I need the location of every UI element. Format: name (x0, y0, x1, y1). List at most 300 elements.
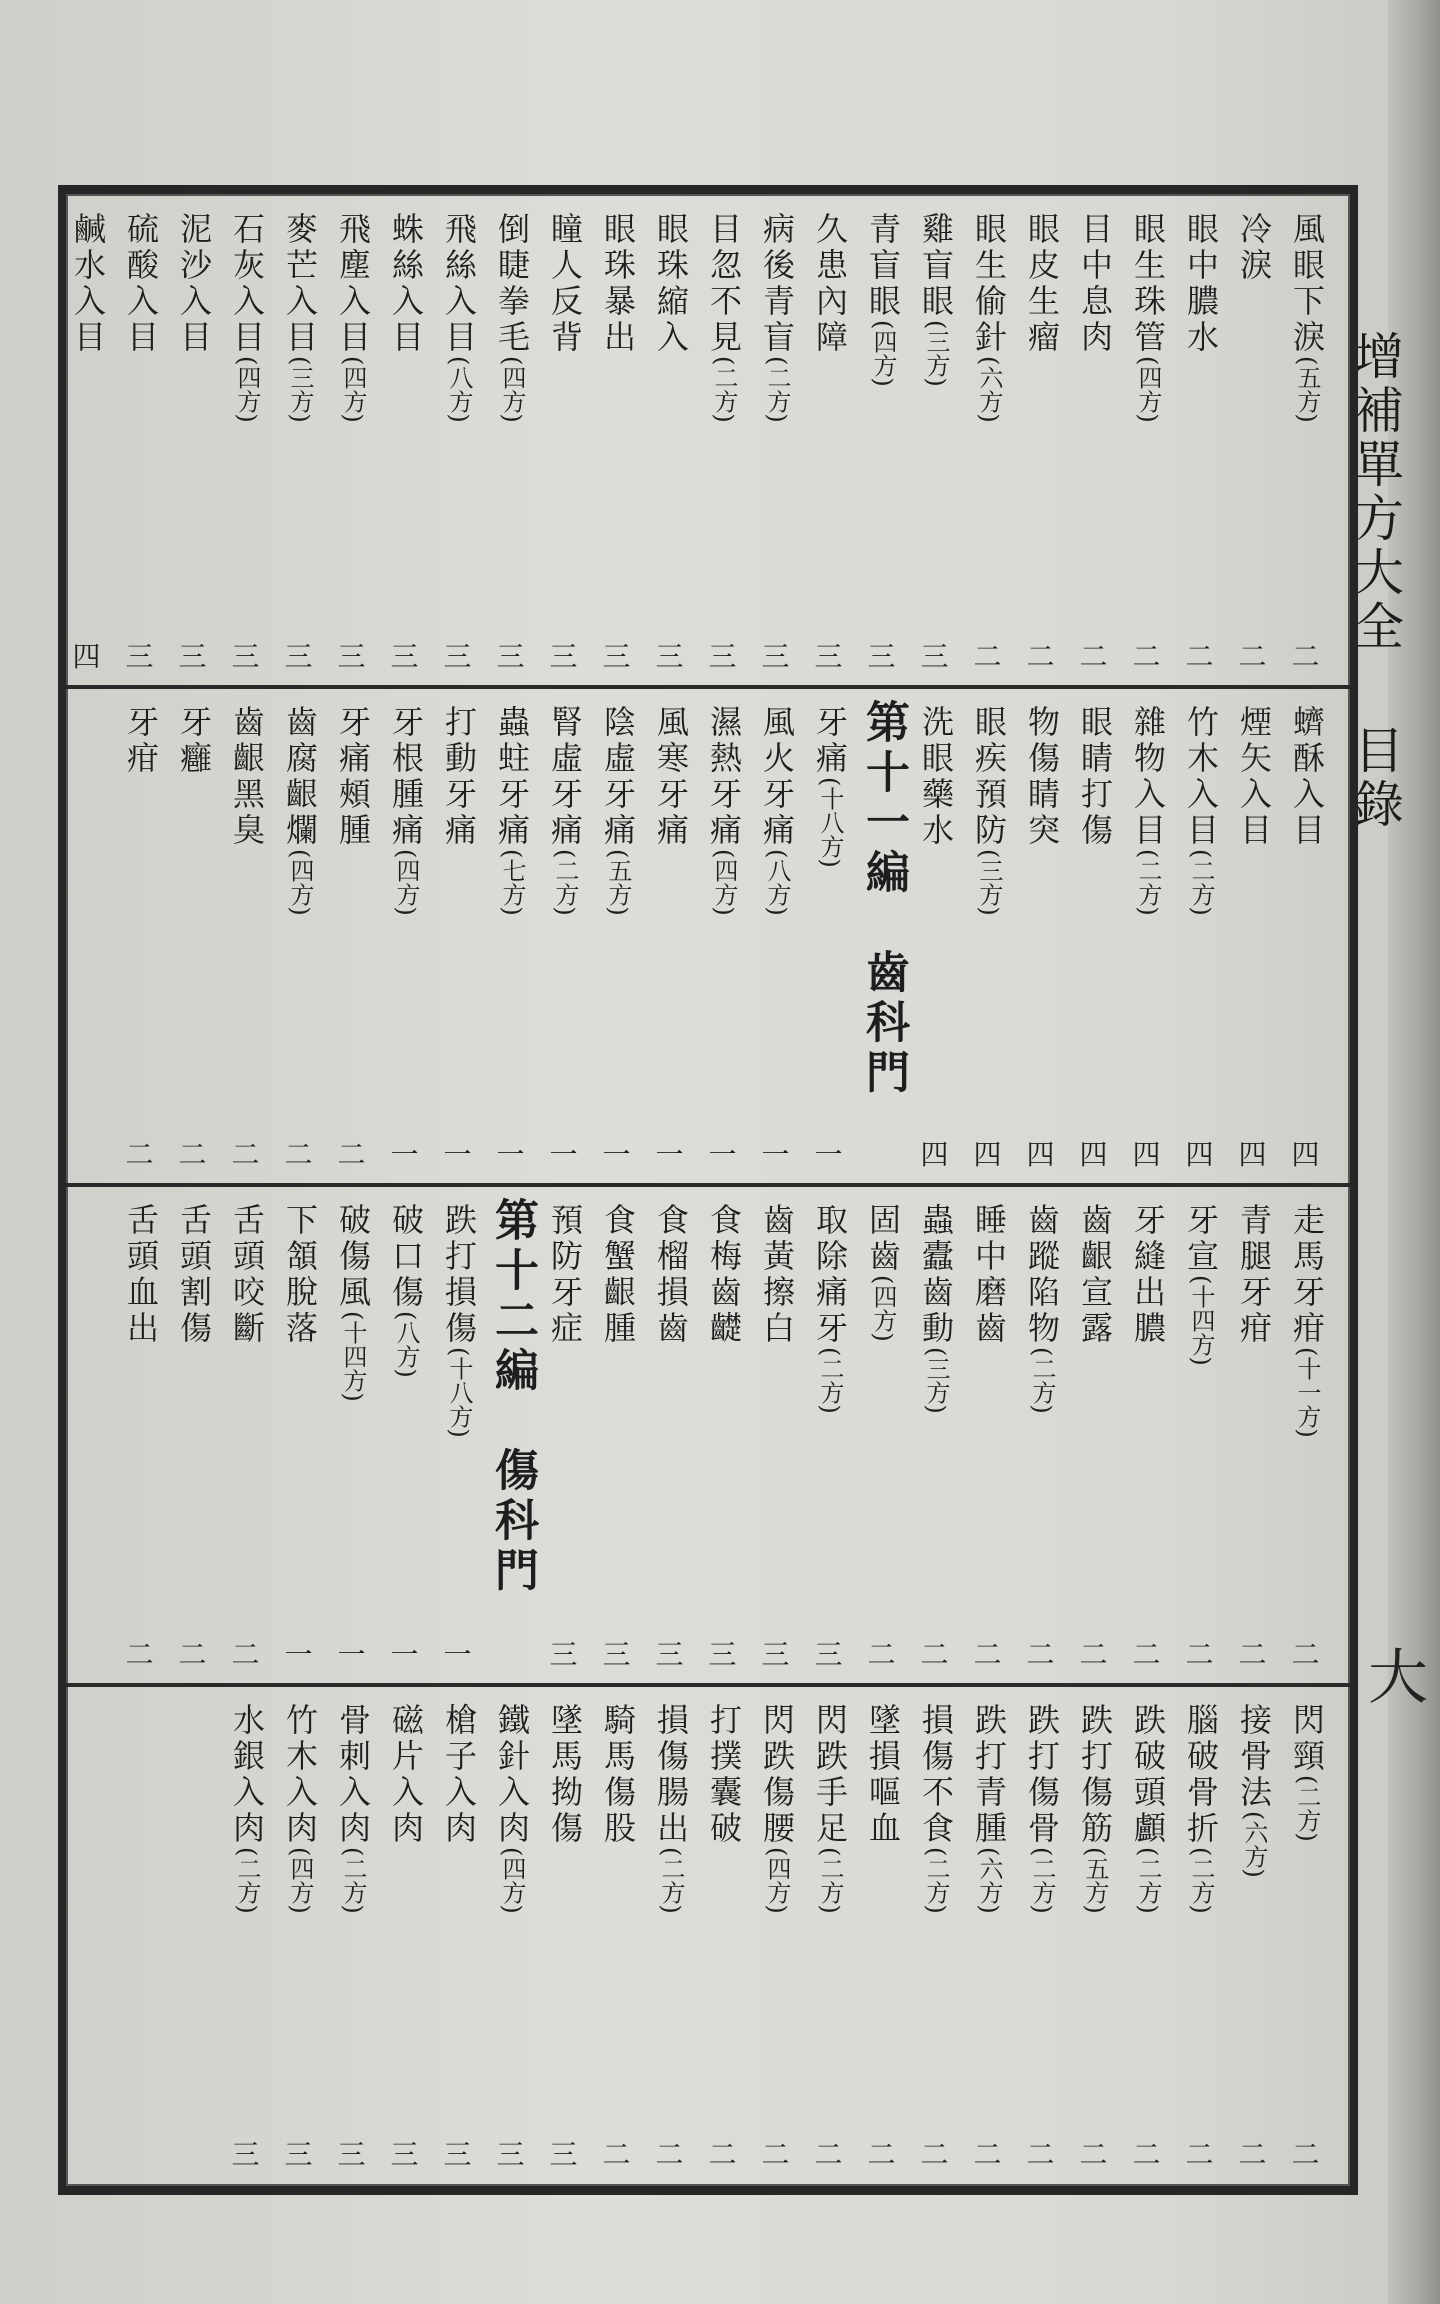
entry-page-number: 三 (231, 640, 260, 673)
entry-title: 眼珠縮入 (652, 212, 690, 356)
toc-entry (802, 689, 855, 1183)
entry-page-number: 二 (1026, 640, 1055, 673)
entry-page-number: 一 (284, 1638, 313, 1671)
toc-entry (113, 689, 166, 1183)
entry-title: 牙痛頰腫 (334, 705, 372, 849)
toc-entry (802, 196, 855, 685)
chapter-heading (484, 1187, 537, 1683)
entry-title: 眼生珠管(四方) (1129, 212, 1167, 423)
toc-entry (219, 1187, 272, 1683)
entry-page-number: 二 (761, 2138, 790, 2171)
toc-entry (325, 1687, 378, 2183)
toc-entry (643, 689, 696, 1183)
entry-page-number: 四 (920, 1138, 949, 1171)
toc-entry (908, 689, 961, 1183)
entry-title: 預防牙症 (546, 1203, 584, 1347)
toc-entry (590, 1687, 643, 2183)
entry-recipe-count: (三方) (922, 1347, 950, 1414)
entry-page-number: 三 (284, 640, 313, 673)
entry-recipe-count: (十四方) (1187, 1275, 1215, 1366)
toc-entry (219, 196, 272, 685)
entry-recipe-count: (二方) (763, 356, 791, 423)
entry-title: 舌頭割傷 (175, 1203, 213, 1347)
entry-page-number: 三 (602, 640, 631, 673)
toc-entry (272, 1687, 325, 2183)
toc-entry (113, 1187, 166, 1683)
toc-entry (431, 1687, 484, 2183)
entry-page-number: 二 (1291, 1638, 1320, 1671)
entry-page-number: 三 (708, 1638, 737, 1671)
toc-entry (1067, 689, 1120, 1183)
entry-recipe-count: (三方) (922, 320, 950, 387)
toc-entry (1279, 1187, 1332, 1683)
toc-entry (961, 1687, 1014, 2183)
entry-recipe-count: (二方) (1028, 1347, 1056, 1414)
entry-title: 睡中磨齒 (970, 1203, 1008, 1347)
entry-title: 陰虛牙痛(五方) (599, 705, 637, 916)
entry-title: 竹木入目(二方) (1182, 705, 1220, 916)
toc-entry (1120, 1187, 1173, 1683)
toc-entry (1173, 689, 1226, 1183)
toc-entry (166, 1187, 219, 1683)
chapter-title: 第十二編 傷科門 (487, 1197, 538, 1597)
entry-title: 風寒牙痛 (652, 705, 690, 849)
toc-entry (1279, 1687, 1332, 2183)
entry-page-number: 三 (443, 640, 472, 673)
entry-recipe-count: (二方) (551, 849, 579, 916)
entry-page-number: 二 (231, 1138, 260, 1171)
toc-entry (431, 196, 484, 685)
entry-page-number: 二 (814, 2138, 843, 2171)
entry-title: 病後青盲(二方) (758, 212, 796, 423)
entry-title: 濕熱牙痛(四方) (705, 705, 743, 916)
entry-title: 槍子入肉 (440, 1703, 478, 1847)
entry-page-number: 二 (1185, 1638, 1214, 1671)
toc-entry (484, 196, 537, 685)
entry-page-number: 四 (1079, 1138, 1108, 1171)
toc-entry (378, 196, 431, 685)
entry-page-number: 二 (125, 1138, 154, 1171)
entry-page-number: 四 (72, 640, 101, 673)
entry-title: 閃跌手足(二方) (811, 1703, 849, 1914)
entry-recipe-count: (四方) (392, 849, 420, 916)
entry-page-number: 二 (1026, 2138, 1055, 2171)
entry-page-number: 二 (1291, 640, 1320, 673)
entry-page-number: 四 (1026, 1138, 1055, 1171)
entry-recipe-count: (四方) (233, 356, 261, 423)
entry-page-number: 二 (1132, 2138, 1161, 2171)
entry-recipe-count: (二方) (1134, 1847, 1162, 1914)
entry-page-number: 二 (1079, 1638, 1108, 1671)
entry-title: 瞳人反背 (546, 212, 584, 356)
page-number: 大 (1368, 1643, 1428, 1713)
entry-page-number: 四 (973, 1138, 1002, 1171)
entry-title: 雞盲眼(三方) (917, 212, 955, 387)
entry-recipe-count: (六方) (975, 1847, 1003, 1914)
entry-page-number: 二 (655, 2138, 684, 2171)
entry-page-number: 一 (655, 1138, 684, 1171)
entry-title: 破口傷(八方) (387, 1203, 425, 1378)
entry-page-number: 一 (337, 1638, 366, 1671)
chapter-heading (855, 689, 908, 1183)
entry-title: 骨刺入肉(二方) (334, 1703, 372, 1914)
entry-title: 竹木入肉(四方) (281, 1703, 319, 1914)
toc-entry (272, 1187, 325, 1683)
entry-title: 齒腐齦爛(四方) (281, 705, 319, 916)
toc-entry (802, 1187, 855, 1683)
entry-page-number: 一 (814, 1138, 843, 1171)
toc-entry (1014, 1187, 1067, 1683)
toc-entry (961, 1187, 1014, 1683)
toc-entry (855, 1187, 908, 1683)
entry-page-number: 三 (549, 1638, 578, 1671)
toc-section-4 (72, 1687, 1342, 2183)
toc-entry (537, 1187, 590, 1683)
toc-entry (749, 1187, 802, 1683)
entry-recipe-count: (二方) (233, 1847, 261, 1914)
entry-recipe-count: (二方) (657, 1847, 685, 1914)
entry-title: 眼生偷針(六方) (970, 212, 1008, 423)
entry-page-number: 四 (1185, 1138, 1214, 1171)
chapter-title: 第十一編 齒科門 (858, 699, 909, 1099)
entry-title: 接骨法(六方) (1235, 1703, 1273, 1878)
entry-title: 損傷不食(二方) (917, 1703, 955, 1914)
entry-page-number: 二 (1185, 2138, 1214, 2171)
entry-title: 鐵針入肉(四方) (493, 1703, 531, 1914)
entry-page-number: 四 (1291, 1138, 1320, 1171)
entry-recipe-count: (十八方) (445, 1347, 473, 1438)
entry-title: 固齒(四方) (864, 1203, 902, 1342)
toc-entry (696, 689, 749, 1183)
toc-entry (643, 1187, 696, 1683)
entry-page-number: 三 (814, 640, 843, 673)
toc-entry (855, 1687, 908, 2183)
entry-recipe-count: (四方) (498, 356, 526, 423)
toc-entry (855, 196, 908, 685)
entry-page-number: 一 (761, 1138, 790, 1171)
entry-recipe-count: (十一方) (1293, 1347, 1321, 1438)
entry-title: 墜馬拗傷 (546, 1703, 584, 1847)
toc-entry (325, 196, 378, 685)
entry-recipe-count: (四方) (286, 849, 314, 916)
entry-title: 牙縫出膿 (1129, 1203, 1167, 1347)
entry-recipe-count: (四方) (763, 1847, 791, 1914)
entry-page-number: 三 (496, 2138, 525, 2171)
entry-title: 麥芒入目(三方) (281, 212, 319, 423)
toc-entry (1067, 1187, 1120, 1683)
entry-title: 跌打損傷(十八方) (440, 1203, 478, 1438)
entry-title: 下頷脫落 (281, 1203, 319, 1347)
entry-title: 腎虛牙痛(二方) (546, 705, 584, 916)
entry-title: 眼疾預防(三方) (970, 705, 1008, 916)
entry-title: 水銀入肉(二方) (228, 1703, 266, 1914)
entry-recipe-count: (八方) (763, 849, 791, 916)
entry-page-number: 二 (1185, 640, 1214, 673)
toc-entry (1014, 1687, 1067, 2183)
entry-page-number: 一 (443, 1638, 472, 1671)
entry-recipe-count: (十八方) (816, 777, 844, 868)
toc-entry (378, 1187, 431, 1683)
entry-page-number: 三 (231, 2138, 260, 2171)
entry-recipe-count: (八方) (445, 356, 473, 423)
entry-page-number: 二 (284, 1138, 313, 1171)
toc-entry (431, 1187, 484, 1683)
entry-title: 眼睛打傷 (1076, 705, 1114, 849)
entry-title: 牙癰 (175, 705, 213, 777)
entry-title: 飛絲入目(八方) (440, 212, 478, 423)
toc-entry (1120, 1687, 1173, 2183)
entry-page-number: 二 (1079, 640, 1108, 673)
toc-section-1 (69, 196, 1342, 685)
toc-entry (537, 196, 590, 685)
entry-title: 青盲眼(四方) (864, 212, 902, 387)
entry-title: 墜損嘔血 (864, 1703, 902, 1847)
toc-entry (166, 689, 219, 1183)
toc-entry (60, 196, 113, 685)
entry-title: 蟲蛀牙痛(七方) (493, 705, 531, 916)
entry-page-number: 一 (390, 1138, 419, 1171)
entry-title: 風火牙痛(八方) (758, 705, 796, 916)
entry-page-number: 二 (1026, 1638, 1055, 1671)
entry-title: 倒睫拳毛(四方) (493, 212, 531, 423)
toc-entry (1279, 689, 1332, 1183)
toc-entry (961, 196, 1014, 685)
toc-entry (378, 689, 431, 1183)
entry-page-number: 二 (602, 2138, 631, 2171)
entry-title: 打撲囊破 (705, 1703, 743, 1847)
entry-title: 牙根腫痛(四方) (387, 705, 425, 916)
entry-page-number: 三 (814, 1638, 843, 1671)
entry-recipe-count: (七方) (498, 849, 526, 916)
entry-recipe-count: (二方) (1134, 849, 1162, 916)
entry-page-number: 三 (708, 640, 737, 673)
toc-entry (802, 1687, 855, 2183)
toc-entry (1120, 196, 1173, 685)
toc-section-2 (72, 689, 1342, 1183)
entry-title: 飛塵入目(四方) (334, 212, 372, 423)
entry-page-number: 二 (708, 2138, 737, 2171)
entry-page-number: 三 (337, 2138, 366, 2171)
entry-title: 閃跌傷腰(四方) (758, 1703, 796, 1914)
entry-title: 腦破骨折(二方) (1182, 1703, 1220, 1914)
entry-title: 洗眼藥水 (917, 705, 955, 849)
entry-title: 食榴損齒 (652, 1203, 690, 1347)
toc-entry (1067, 196, 1120, 685)
toc-entry (272, 689, 325, 1183)
toc-entry (537, 1687, 590, 2183)
toc-entry (1014, 689, 1067, 1183)
entry-title: 冷淚 (1235, 212, 1273, 284)
entry-title: 跌打傷骨(二方) (1023, 1703, 1061, 1914)
toc-entry (749, 1687, 802, 2183)
entry-page-number: 三 (443, 2138, 472, 2171)
entry-title: 磁片入肉 (387, 1703, 425, 1847)
entry-recipe-count: (三方) (286, 356, 314, 423)
toc-entry (219, 689, 272, 1183)
toc-entry (1226, 1187, 1279, 1683)
entry-title: 眼中膿水 (1182, 212, 1220, 356)
toc-entry (325, 689, 378, 1183)
entry-title: 食梅齒齼 (705, 1203, 743, 1347)
entry-title: 跌打青腫(六方) (970, 1703, 1008, 1914)
entry-page-number: 三 (125, 640, 154, 673)
entry-recipe-count: (五方) (604, 849, 632, 916)
entry-title: 泥沙入目 (175, 212, 213, 356)
entry-page-number: 三 (867, 640, 896, 673)
entry-title: 跌打傷筋(五方) (1076, 1703, 1114, 1914)
entry-recipe-count: (五方) (1081, 1847, 1109, 1914)
entry-title: 風眼下淚(五方) (1288, 212, 1326, 423)
entry-page-number: 三 (761, 640, 790, 673)
toc-entry (1226, 689, 1279, 1183)
toc-entry (749, 196, 802, 685)
entry-page-number: 二 (1291, 2138, 1320, 2171)
entry-recipe-count: (六方) (975, 356, 1003, 423)
entry-title: 打動牙痛 (440, 705, 478, 849)
entry-title: 齒齦黑臭 (228, 705, 266, 849)
entry-page-number: 二 (973, 2138, 1002, 2171)
toc-entry (1279, 196, 1332, 685)
entry-title: 損傷腸出(二方) (652, 1703, 690, 1914)
entry-page-number: 三 (390, 640, 419, 673)
entry-page-number: 二 (920, 2138, 949, 2171)
entry-title: 目忽不見(二方) (705, 212, 743, 423)
entry-title: 牙痛(十八方) (811, 705, 849, 868)
toc-entry (590, 196, 643, 685)
entry-recipe-count: (四方) (1134, 356, 1162, 423)
toc-entry (484, 689, 537, 1183)
entry-recipe-count: (二方) (922, 1847, 950, 1914)
entry-page-number: 二 (1238, 2138, 1267, 2171)
toc-entry (590, 689, 643, 1183)
toc-section-3 (72, 1187, 1342, 1683)
entry-recipe-count: (四方) (339, 356, 367, 423)
entry-title: 青腿牙疳 (1235, 1203, 1273, 1347)
toc-entry (908, 196, 961, 685)
entry-title: 齒齦宣露 (1076, 1203, 1114, 1347)
entry-recipe-count: (八方) (392, 1311, 420, 1378)
toc-entry (219, 1687, 272, 2183)
entry-page-number: 一 (390, 1638, 419, 1671)
entry-recipe-count: (四方) (498, 1847, 526, 1914)
entry-title: 物傷睛突 (1023, 705, 1061, 849)
toc-entry (1014, 196, 1067, 685)
entry-title: 久患內障 (811, 212, 849, 356)
entry-page-number: 二 (125, 1638, 154, 1671)
entry-recipe-count: (四方) (710, 849, 738, 916)
entry-page-number: 一 (496, 1138, 525, 1171)
entry-page-number: 二 (867, 2138, 896, 2171)
entry-title: 眼皮生瘤 (1023, 212, 1061, 356)
entry-recipe-count: (三方) (975, 849, 1003, 916)
entry-page-number: 二 (1238, 1638, 1267, 1671)
toc-entry (537, 689, 590, 1183)
entry-page-number: 三 (496, 640, 525, 673)
entry-page-number: 四 (1132, 1138, 1161, 1171)
entry-page-number: 三 (655, 1638, 684, 1671)
entry-title: 眼珠暴出 (599, 212, 637, 356)
entry-page-number: 三 (549, 640, 578, 673)
entry-recipe-count: (二方) (816, 1347, 844, 1414)
entry-page-number: 二 (337, 1138, 366, 1171)
toc-entry (431, 689, 484, 1183)
entry-recipe-count: (十四方) (339, 1311, 367, 1402)
entry-page-number: 二 (1132, 640, 1161, 673)
toc-entry (378, 1687, 431, 2183)
entry-recipe-count: (四方) (869, 320, 897, 387)
entry-page-number: 三 (602, 1638, 631, 1671)
toc-entry (643, 1687, 696, 2183)
entry-title: 取除痛牙(二方) (811, 1203, 849, 1414)
toc-entry (325, 1187, 378, 1683)
entry-page-number: 二 (178, 1138, 207, 1171)
toc-entry (1173, 1187, 1226, 1683)
toc-entry (696, 1187, 749, 1683)
entry-title: 舌頭血出 (122, 1203, 160, 1347)
entry-page-number: 一 (602, 1138, 631, 1171)
entry-title: 蛛絲入目 (387, 212, 425, 356)
entry-page-number: 三 (655, 640, 684, 673)
toc-entry (1067, 1687, 1120, 2183)
toc-entry (590, 1187, 643, 1683)
toc-entry (1173, 196, 1226, 685)
entry-recipe-count: (四方) (869, 1275, 897, 1342)
entry-title: 齒蹤陷物(二方) (1023, 1203, 1061, 1414)
entry-page-number: 二 (1238, 640, 1267, 673)
entry-title: 蠐酥入目 (1288, 705, 1326, 849)
entry-recipe-count: (二方) (1293, 1775, 1321, 1842)
entry-page-number: 三 (284, 2138, 313, 2171)
toc-entry (484, 1687, 537, 2183)
entry-page-number: 三 (549, 2138, 578, 2171)
entry-recipe-count: (二方) (1187, 849, 1215, 916)
entry-title: 目中息肉 (1076, 212, 1114, 356)
toc-entry (908, 1687, 961, 2183)
entry-title: 閃頸(二方) (1288, 1703, 1326, 1842)
toc-entry (696, 196, 749, 685)
entry-page-number: 二 (867, 1638, 896, 1671)
entry-recipe-count: (二方) (1028, 1847, 1056, 1914)
toc-entry (1173, 1687, 1226, 2183)
toc-entry (749, 689, 802, 1183)
toc-entry (1120, 689, 1173, 1183)
entry-page-number: 三 (390, 2138, 419, 2171)
entry-title: 煙矢入目 (1235, 705, 1273, 849)
entry-page-number: 二 (1079, 2138, 1108, 2171)
toc-entry (113, 196, 166, 685)
entry-title: 牙疳 (122, 705, 160, 777)
toc-entry (272, 196, 325, 685)
entry-recipe-count: (二方) (710, 356, 738, 423)
entry-recipe-count: (六方) (1240, 1811, 1268, 1878)
entry-title: 舌頭咬斷 (228, 1203, 266, 1347)
entry-title: 跌破頭顱(二方) (1129, 1703, 1167, 1914)
entry-recipe-count: (二方) (339, 1847, 367, 1914)
entry-page-number: 三 (920, 640, 949, 673)
entry-page-number: 一 (549, 1138, 578, 1171)
entry-page-number: 二 (1132, 1638, 1161, 1671)
entry-page-number: 二 (973, 640, 1002, 673)
entry-page-number: 二 (231, 1638, 260, 1671)
toc-entry (696, 1687, 749, 2183)
entry-title: 蟲蠹齒動(三方) (917, 1203, 955, 1414)
entry-title: 走馬牙疳(十一方) (1288, 1203, 1326, 1438)
entry-title: 騎馬傷股 (599, 1703, 637, 1847)
entry-page-number: 三 (761, 1638, 790, 1671)
entry-page-number: 三 (178, 640, 207, 673)
entry-recipe-count: (二方) (1187, 1847, 1215, 1914)
entry-title: 雜物入目(二方) (1129, 705, 1167, 916)
